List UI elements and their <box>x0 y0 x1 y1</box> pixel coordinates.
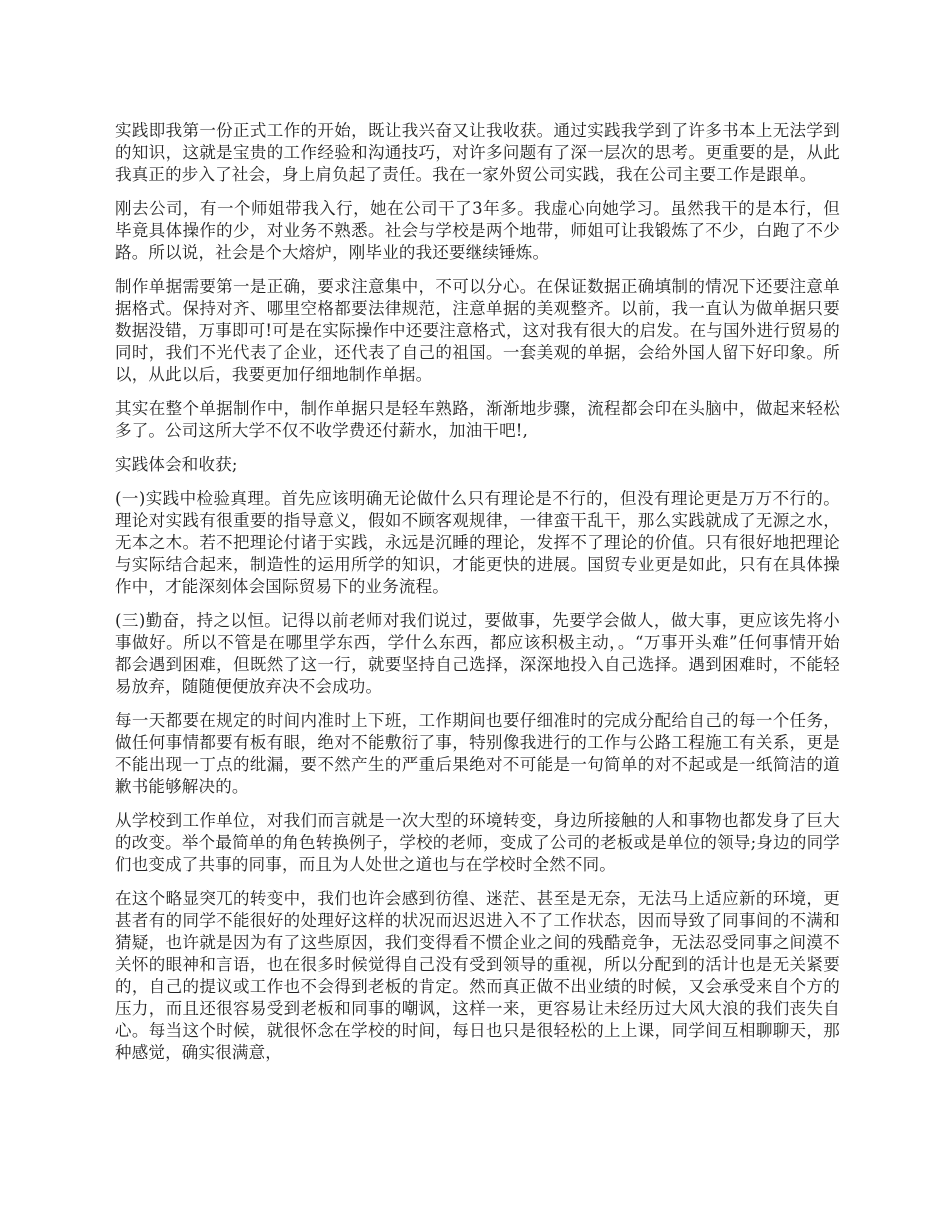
paragraph-7: (三)勤奋，持之以恒。记得以前老师对我们说过，要做事，先要学会做人，做大事，更应该先将小事做好。所以不管是在哪里学东西，学什么东西，都应该积极主动，。“万事开头难”任何事情开始都会遇到困难，但既然了这一行，就要坚持自己选择，深深地投入自己选择。遇到困难时，不能轻易放弃，随随便便放弃决不会成功。 <box>115 611 840 696</box>
paragraph-10: 在这个略显突兀的转变中，我们也许会感到彷徨、迷茫、甚至是无奈，无法马上适应新的环境，更甚者有的同学不能很好的处理好这样的状况而迟迟进入不了工作状态，因而导致了同事间的不满和猜疑，也许就是因为有了这些原因，我们变得看不惯企业之间的残酷竞争，无法忍受同事之间漠不关怀的眼神和言语，也在很多时候觉得自己没有受到领导的重视，所以分配到的活计也是无关紧要的，自己的提议或工作也不会得到老板的肯定。然而真正做不出业绩的时候，又会承受来自个方的压力，而且还很容易受到老板和同事的嘲讽，这样一来，更容易让未经历过大风大浪的我们丧失自心。每当这个时候，就很怀念在学校的时间，每日也只是很轻松的上上课，同学间互相聊聊天，那种感觉，确实很满意， <box>115 889 840 1062</box>
paragraph-8: 每一天都要在规定的时间内准时上下班，工作期间也要仔细准时的完成分配给自己的每一个任务，做任何事情都要有板有眼，绝对不能敷衍了事，特别像我进行的工作与公路工程施工有关系，更是不能出现一丁点的纰漏，要不然产生的严重后果绝对不可能是一句简单的对不起或是一纸简洁的道歉书能够解决的。 <box>115 711 840 796</box>
paragraph-9: 从学校到工作单位，对我们而言就是一次大型的环境转变，身边所接触的人和事物也都发身了巨大的改变。举个最简单的角色转换例子，学校的老师，变成了公司的老板或是单位的领导;身边的同学们也变成了共事的同事，而且为人处世之道也与在学校时全然不同。 <box>115 811 840 874</box>
paragraph-6: (一)实践中检验真理。首先应该明确无论做什么只有理论是不行的，但没有理论更是万万不行的。理论对实践有很重要的指导意义，假如不顾客观规律，一律蛮干乱干，那么实践就成了无源之水，无本之木。若不把理论付诸于实践，永远是沉睡的理论，发挥不了理论的价值。只有很好地把理论与实际结合起来，制造性的运用所学的知识，才能更快的进展。国贸专业更是如此，只有在具体操作中，才能深刻体会国际贸易下的业务流程。 <box>115 489 840 596</box>
paragraph-4: 其实在整个单据制作中，制作单据只是轻车熟路，渐渐地步骤，流程都会印在头脑中，做起来轻松多了。公司这所大学不仅不收学费还付薪水，加油干吧!, <box>115 399 840 440</box>
paragraph-5: 实践体会和收获; <box>115 455 238 474</box>
paragraph-1: 实践即我第一份正式工作的开始，既让我兴奋又让我收获。通过实践我学到了许多书本上无法学到的知识，这就是宝贵的工作经验和沟通技巧，对许多问题有了深一层次的思考。更重要的是，从此我真正的步入了社会，身上肩负起了责任。我在一家外贸公司实践，我在公司主要工作是跟单。 <box>115 121 840 184</box>
document-body <box>115 120 840 1076</box>
paragraph-3: 制作单据需要第一是正确，要求注意集中，不可以分心。在保证数据正确填制的情况下还要注意单据格式。保持对齐、哪里空格都要法律规范，注意单据的美观整齐。以前，我一直认为做单据只要数据没错，万事即可!可是在实际操作中还要注意格式，这对我有很大的启发。在与国外进行贸易的同时，我们不光代表了企业，还代表了自己的祖国。一套美观的单据，会给外国人留下好印象。所以，从此以后，我要更加仔细地制作单据。 <box>115 277 840 384</box>
paragraph-2: 刚去公司，有一个师姐带我入行，她在公司干了3年多。我虚心向她学习。虽然我干的是本行，但毕竟具体操作的少，对业务不熟悉。社会与学校是两个地带，师姐可让我锻炼了不少，白跑了不少路。所以说，社会是个大熔炉，刚毕业的我还要继续锤炼。 <box>115 199 840 262</box>
